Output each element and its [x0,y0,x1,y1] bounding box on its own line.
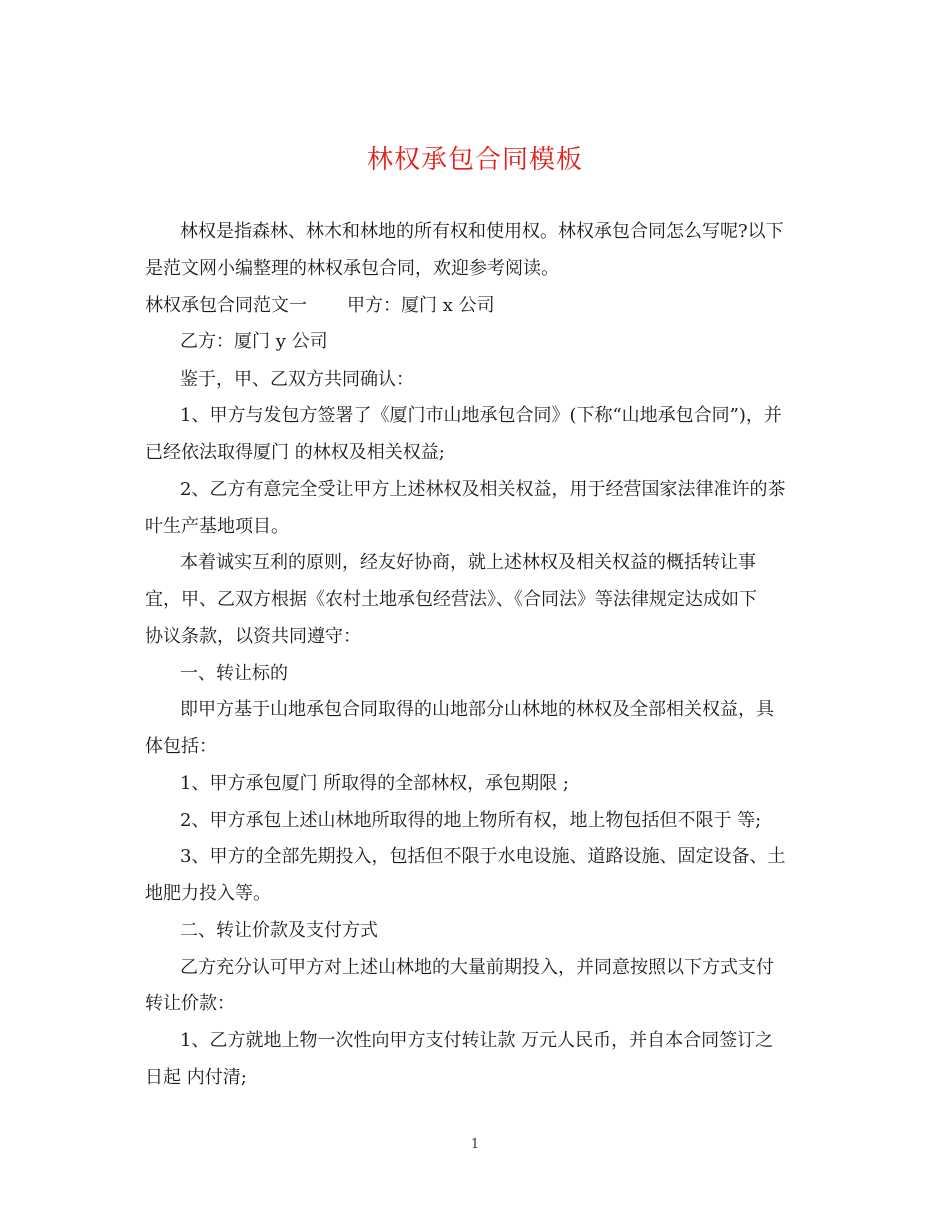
recital-1-line-1: 1、甲方与发包方签署了《厦门市山地承包合同》(下称“山地承包合同”)，并 [180,405,782,426]
intro-line-2: 是范文网小编整理的林权承包合同，欢迎参考阅读。 [145,258,559,279]
section-1-item-3-line-2: 地肥力投入等。 [145,883,271,904]
section-1-item-1: 1、甲方承包厦门 所取得的全部林权，承包期限 ; [180,773,569,794]
recital-1-line-2: 已经依法取得厦门 的林权及相关权益; [145,442,445,463]
recital: 鉴于，甲、乙双方共同确认： [180,369,414,390]
intro-line-1: 林权是指森林、林木和林地的所有权和使用权。林权承包合同怎么写呢?以下 [180,221,784,242]
section-2-item-1-line-2: 日起 内付清; [145,1067,247,1088]
section-1-heading: 一、转让标的 [180,663,288,684]
section-2-item-1-line-1: 1、乙方就地上物一次性向甲方支付转让款 万元人民币，并自本合同签订之 [180,1030,774,1051]
page-number: 1 [470,1137,480,1152]
sample-heading: 林权承包合同范文一 [145,295,307,316]
party-a: 甲方：厦门 x 公司 [347,295,495,316]
document-title: 林权承包合同模板 [366,145,583,175]
principle-line-2: 宜，甲、乙双方根据《农村土地承包经营法》、《合同法》等法律规定达成如下 [145,589,757,610]
section-1-body-line-1: 即甲方基于山地承包合同取得的山地部分山林地的林权及全部相关权益，具 [180,699,774,720]
party-b: 乙方：厦门 y 公司 [180,331,328,352]
section-2-heading: 二、转让价款及支付方式 [180,920,378,941]
section-1-item-2: 2、甲方承包上述山林地所取得的地上物所有权，地上物包括但不限于 等; [180,810,762,831]
recital-2-line-1: 2、乙方有意完全受让甲方上述林权及相关权益，用于经营国家法律准许的茶 [180,479,786,500]
section-1-item-3-line-1: 3、甲方的全部先期投入，包括但不限于水电设施、道路设施、固定设备、土 [180,846,786,867]
section-1-body-line-2: 体包括： [145,736,217,757]
sample-heading-row [145,288,495,324]
section-2-body-line-2: 转让价款： [145,993,235,1014]
principle-line-1: 本着诚实互利的原则，经友好协商，就上述林权及相关权益的概括转让事 [180,552,756,573]
section-2-body-line-1: 乙方充分认可甲方对上述山林地的大量前期投入，并同意按照以下方式支付 [180,957,774,978]
principle-line-3: 协议条款，以资共同遵守： [145,626,361,647]
recital-2-line-2: 叶生产基地项目。 [145,516,289,537]
